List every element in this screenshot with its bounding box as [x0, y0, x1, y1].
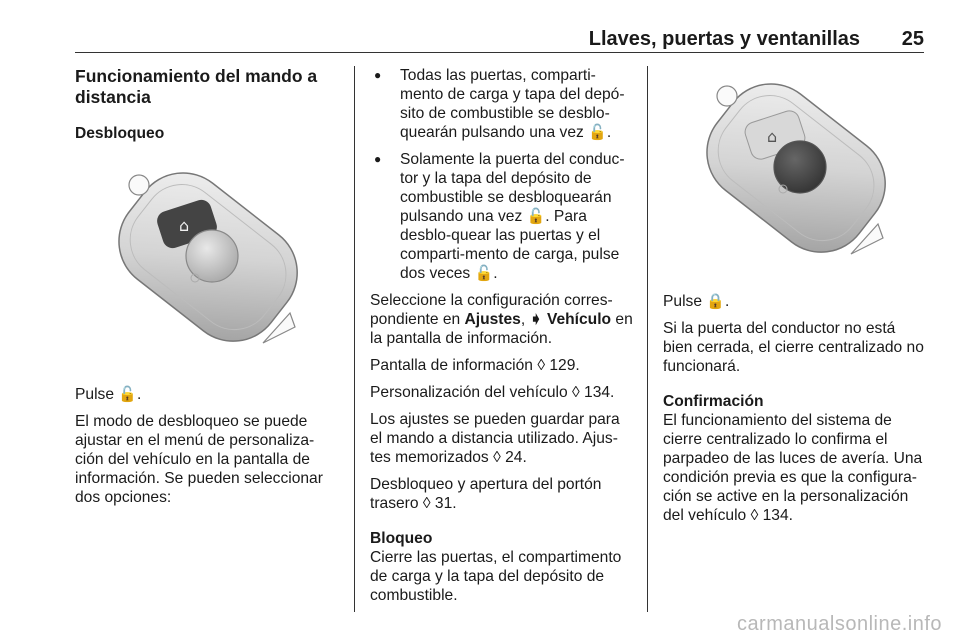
unlock-mode-paragraph: El modo de desbloqueo se puede ajustar en el menú de personaliza-ción del vehículo en la pantalla de información. Se pueden seleccionar dos opciones: [75, 413, 323, 506]
ref-info-display [370, 356, 634, 375]
unlock-icon: 🔓 [118, 386, 138, 403]
reference-icon: ◊ [571, 384, 580, 401]
ref-text: Pantalla de información [370, 357, 538, 374]
bullet-suffix: . [493, 265, 498, 282]
remote-key-illustration [663, 66, 925, 278]
tailgate-paragraph [370, 475, 634, 513]
bullet-suffix: . [606, 124, 612, 141]
svg-text:⌂: ⌂ [179, 216, 190, 235]
unlock-icon: 🔓 [588, 124, 607, 141]
reference-icon: ◊ [422, 495, 431, 512]
press-lock-instruction [663, 292, 925, 311]
unlock-option-driver [370, 150, 634, 283]
reference-icon: ◊ [537, 357, 546, 374]
menu-arrow-icon: ➧ [529, 311, 543, 328]
remote-key-illustration [75, 155, 337, 367]
column-3 [663, 66, 925, 533]
subhead-lock: Bloqueo [370, 530, 433, 547]
column-1 [75, 66, 337, 515]
column-divider-2 [647, 66, 648, 612]
vehicle-menu-label: Vehículo [542, 311, 612, 328]
unlock-icon: 🔓 [474, 265, 494, 282]
memory-settings-paragraph [370, 410, 634, 467]
ref-vehicle-personalization [370, 383, 634, 402]
lock-paragraph: Cierre las puertas, el compartimento de carga y la tapa del depósito de combustible. [370, 549, 622, 604]
unlock-option-all [370, 66, 634, 142]
reference-icon: ◊ [493, 449, 501, 466]
ref-page: 129. [545, 357, 580, 374]
lock-icon: 🔒 [706, 293, 726, 310]
press-suffix: . [137, 386, 142, 403]
select-prefix: Seleccione la configuración corres-pondiente en [370, 292, 613, 328]
bullet-text: Solamente la puerta del conduc-tor y la tapa del depósito de combustible se desbloquearán pulsando una vez [400, 151, 625, 225]
subhead-confirm: Confirmación [663, 393, 764, 410]
bullet-mid: . Para desblo-quear las puertas y el comparti-mento de carga, pulse dos veces [400, 208, 620, 282]
confirm-paragraph [663, 411, 925, 525]
press-unlock-instruction [75, 385, 337, 404]
reference-icon: ◊ [750, 507, 759, 524]
column-divider-1 [354, 66, 355, 612]
memory-text: Los ajustes se pueden guardar para el mando a distancia utilizado. Ajus-tes memorizados [370, 411, 620, 466]
press-prefix: Pulse [75, 386, 119, 403]
select-setting-paragraph [370, 291, 634, 348]
select-suffix: en la pantalla de información. [370, 311, 633, 347]
unlock-options-list [370, 66, 634, 283]
remote-key-figure-lock [663, 66, 925, 278]
subhead-unlock: Desbloqueo [75, 125, 165, 142]
unlock-icon: 🔓 [526, 208, 546, 225]
bullet-text: Todas las puertas, comparti-mento de carga y tapa del depó-sito de combustible se desblo-quearán pulsando una vez [400, 67, 625, 141]
column-2 [370, 66, 634, 613]
ref-page: 31. [430, 495, 457, 512]
chapter-title: Llaves, puertas y ventanillas [588, 28, 860, 50]
menu-separator: , [520, 311, 530, 328]
remote-key-figure-unlock [75, 155, 337, 367]
driver-door-paragraph: Si la puerta del conductor no está bien cerrada, el cierre centralizado no funcionará. [663, 320, 924, 375]
confirm-text: El funcionamiento del sistema de cierre centralizado lo confirma el parpadeo de las luces de avería. Una condición previa es que la configura-ción se active en la personalización del vehículo [663, 412, 923, 524]
ref-page: 24. [500, 449, 527, 466]
press-suffix: . [725, 293, 730, 310]
page-header [75, 24, 924, 53]
ref-page: 134. [579, 384, 615, 401]
watermark: carmanualsonline.info [736, 613, 942, 635]
section-title: Funcionamiento del mando a distancia [75, 66, 318, 107]
tailgate-text: Desbloqueo y apertura del portón trasero [370, 476, 602, 512]
press-prefix: Pulse [663, 293, 707, 310]
ref-page: 134. [758, 507, 793, 524]
page-number: 25 [901, 28, 924, 50]
settings-menu-label: Ajustes [464, 311, 521, 328]
svg-text:⌂: ⌂ [767, 127, 778, 146]
ref-text: Personalización del vehículo [370, 384, 572, 401]
